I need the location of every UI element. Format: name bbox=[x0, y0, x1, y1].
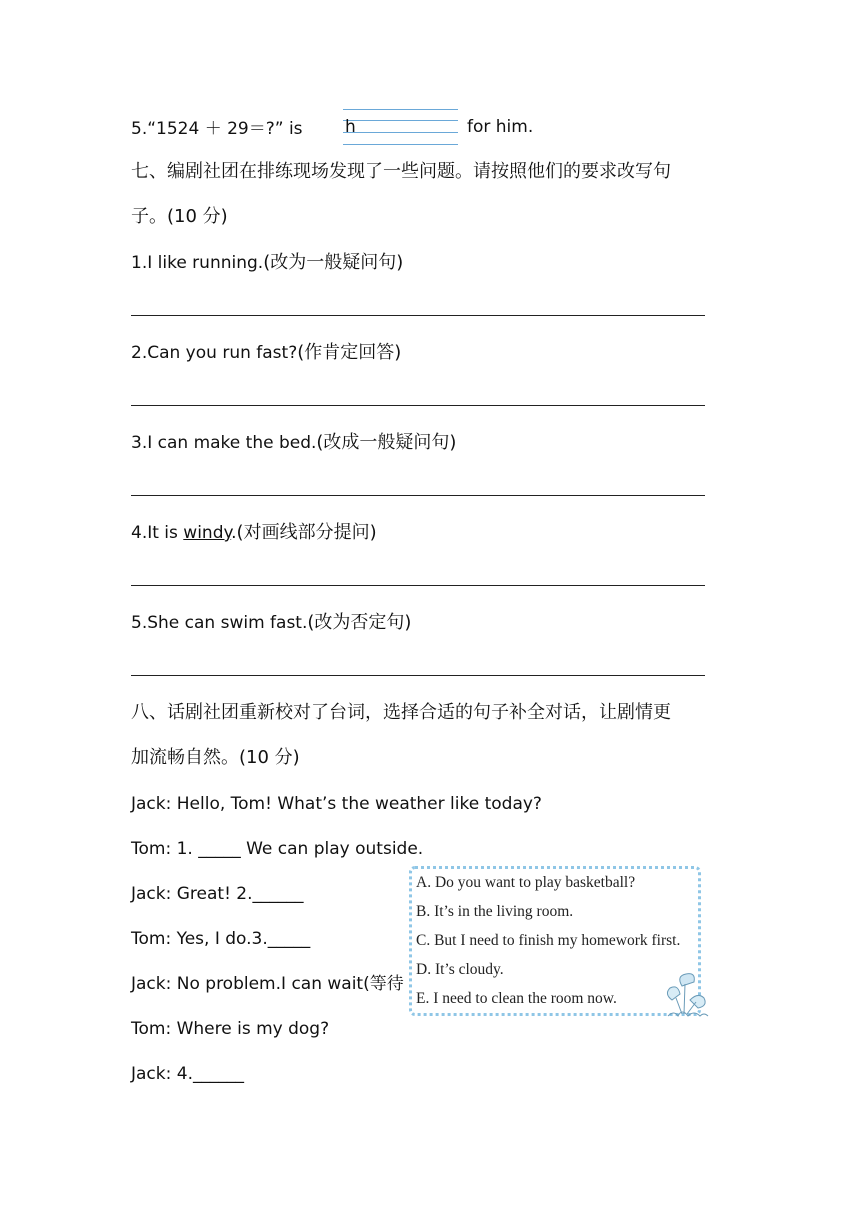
flower-decoration-icon bbox=[660, 970, 710, 1020]
s7-item-3 bbox=[131, 431, 456, 455]
dialogue-line-6: Tom: Where is my dog? bbox=[131, 1019, 330, 1039]
s7-item-1-text: 1.I like running. bbox=[131, 253, 264, 273]
writing-grid[interactable] bbox=[343, 109, 458, 145]
s7-item-1-hint: (改为一般疑问句) bbox=[263, 252, 404, 273]
option-e: E. I need to clean the room now. bbox=[416, 990, 617, 1007]
s7-item-1 bbox=[131, 251, 403, 275]
dialogue-line-4: Tom: Yes, I do.3._____ bbox=[131, 929, 311, 949]
answer-line-2[interactable] bbox=[131, 405, 705, 406]
option-a: A. Do you want to play basketball? bbox=[416, 874, 636, 891]
option-d: D. It’s cloudy. bbox=[416, 961, 504, 978]
section7-title-line2: 子。(10 分) bbox=[131, 206, 228, 227]
section8-title-line1: 八、话剧社团重新校对了台词，选择合适的句子补全对话，让剧情更 bbox=[131, 702, 671, 723]
s7-item-3-hint: (改成一般疑问句) bbox=[316, 432, 457, 453]
s7-item-4-hint: (对画线部分提问) bbox=[236, 522, 377, 543]
answer-line-1[interactable] bbox=[131, 315, 705, 316]
dialogue-line-1: Jack: Hello, Tom! What’s the weather like today? bbox=[131, 794, 542, 814]
dialogue-line-3: Jack: Great! 2.______ bbox=[131, 884, 304, 904]
section7-title-line1: 七、编剧社团在排练现场发现了一些问题。请按照他们的要求改写句 bbox=[131, 161, 671, 182]
s7-item-2-hint: (作肯定回答) bbox=[297, 342, 402, 363]
answer-line-4[interactable] bbox=[131, 585, 705, 586]
s7-item-3-text: 3.I can make the bed. bbox=[131, 433, 317, 453]
s7-item-4-underlined: windy bbox=[183, 523, 232, 543]
q5-prefix: 5.“1524 ＋ 29＝?” is bbox=[131, 119, 303, 139]
option-b: B. It’s in the living room. bbox=[416, 903, 574, 920]
s7-item-4 bbox=[131, 521, 377, 545]
s7-item-4-text: 4.It is bbox=[131, 523, 184, 543]
dialogue-line-7: Jack: 4.______ bbox=[131, 1064, 244, 1084]
dialogue-line-5: Jack: No problem.I can wait(等待 bbox=[131, 974, 404, 994]
answer-line-5[interactable] bbox=[131, 675, 705, 676]
q5-suffix: for him. bbox=[467, 117, 534, 137]
answer-line-3[interactable] bbox=[131, 495, 705, 496]
s7-item-2-text: 2.Can you run fast? bbox=[131, 343, 298, 363]
s7-item-4-period: . bbox=[231, 523, 237, 543]
s7-item-2 bbox=[131, 341, 401, 365]
dialogue-line-2: Tom: 1. _____ We can play outside. bbox=[131, 839, 424, 859]
grid-letter: h bbox=[345, 117, 356, 137]
s7-item-5-hint: (改为否定句) bbox=[307, 612, 412, 633]
s7-item-5-text: 5.She can swim fast. bbox=[131, 613, 308, 633]
section8-title-line2: 加流畅自然。(10 分) bbox=[131, 747, 300, 768]
s7-item-5 bbox=[131, 611, 411, 635]
option-c: C. But I need to finish my homework first. bbox=[416, 932, 681, 949]
